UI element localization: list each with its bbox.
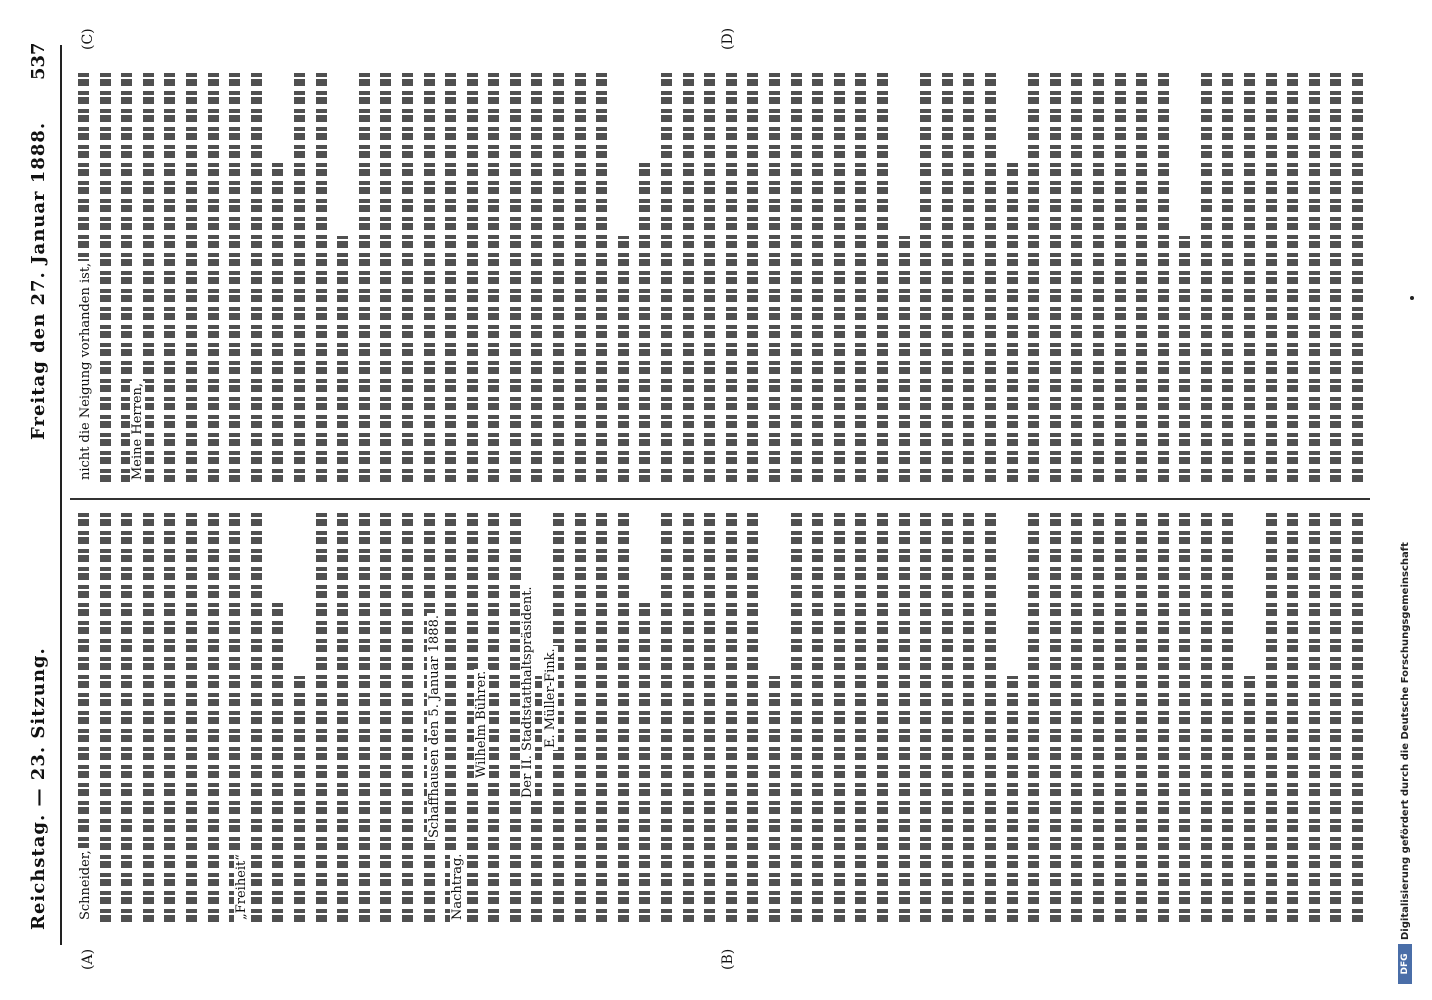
text-line: [380, 512, 391, 922]
text-line: [1309, 512, 1320, 922]
text-line: [985, 512, 996, 922]
dfg-logo: DFG: [1398, 944, 1412, 984]
text-line: [834, 72, 845, 482]
text-line: [467, 72, 478, 482]
text-line: [359, 512, 370, 922]
text-line: [855, 72, 866, 482]
text-line: [208, 72, 219, 482]
text-line: [877, 512, 888, 922]
text-line: [920, 72, 931, 482]
text-line: [1201, 72, 1212, 482]
text-line: [1007, 676, 1018, 922]
text-line: [769, 72, 780, 482]
text-line: [812, 512, 823, 922]
text-line: [337, 512, 348, 922]
text-line: [1050, 72, 1061, 482]
margin-marker-d: (D): [720, 27, 736, 50]
text-line: [1071, 512, 1082, 922]
text-line: [596, 72, 607, 482]
text-line: [683, 512, 694, 922]
text-line: [683, 72, 694, 482]
text-line: [121, 512, 132, 922]
left-fragment-2: „Freiheit“: [234, 854, 249, 920]
header-center: Freitag den 27. Januar 1888.: [28, 121, 49, 440]
text-line: [661, 72, 672, 482]
text-line: [1028, 512, 1039, 922]
text-column-right: [78, 72, 1368, 482]
text-line: [488, 72, 499, 482]
text-line: [1266, 72, 1277, 482]
page-number: 537: [28, 42, 49, 80]
left-fragment-3: Nachtrag.: [450, 853, 465, 920]
text-line: [1179, 512, 1190, 922]
text-line: [963, 72, 974, 482]
text-line: [1352, 72, 1363, 482]
page-header: [28, 0, 56, 1000]
text-line: [1007, 162, 1018, 482]
text-line: [1050, 512, 1061, 922]
text-line: [1136, 512, 1147, 922]
text-line: [316, 512, 327, 922]
text-line: [445, 72, 456, 482]
text-line: [942, 512, 953, 922]
text-line: [294, 72, 305, 482]
text-line: [920, 512, 931, 922]
text-line: [1158, 72, 1169, 482]
text-line: [1115, 512, 1126, 922]
text-line: [726, 512, 737, 922]
text-line: [186, 512, 197, 922]
text-line: [1093, 512, 1104, 922]
text-line: [402, 512, 413, 922]
text-line: [639, 602, 650, 922]
text-line: [618, 512, 629, 922]
margin-marker-c: (C): [80, 28, 96, 50]
left-fragment-4: Schaffhausen den 5. Januar 1888.: [427, 615, 442, 838]
text-line: [791, 72, 802, 482]
text-line: [186, 72, 197, 482]
text-line: [747, 512, 758, 922]
text-line: [424, 72, 435, 482]
text-line: [855, 512, 866, 922]
text-line: [1330, 72, 1341, 482]
text-line: [769, 676, 780, 922]
text-line: [747, 72, 758, 482]
text-line: [899, 236, 910, 482]
text-line: [208, 512, 219, 922]
text-line: [618, 236, 629, 482]
left-fragment-7: E. Müller-Fink.: [543, 648, 558, 748]
text-line: [272, 602, 283, 922]
text-line: [942, 72, 953, 482]
text-line: [164, 72, 175, 482]
text-line: [1309, 72, 1320, 482]
text-line: [704, 512, 715, 922]
text-line: [704, 72, 715, 482]
text-line: [380, 72, 391, 482]
text-line: [251, 72, 262, 482]
text-line: [531, 72, 542, 482]
text-line: [510, 72, 521, 482]
text-line: [834, 512, 845, 922]
text-line: [1352, 512, 1363, 922]
text-line: [661, 512, 672, 922]
text-column-left: [78, 512, 1368, 922]
text-line: [812, 72, 823, 482]
page-dot: [1410, 296, 1414, 300]
right-fragment-1: nicht die Neigung vorhanden ist,: [78, 262, 93, 480]
text-line: [100, 72, 111, 482]
text-line: [1287, 72, 1298, 482]
margin-marker-a: (A): [80, 948, 96, 970]
text-line: [1266, 512, 1277, 922]
text-line: [1179, 236, 1190, 482]
text-line: [402, 72, 413, 482]
left-fragment-5: Wilhelm Bührer.: [474, 670, 489, 778]
text-line: [143, 512, 154, 922]
left-fragment-1: Schneider,: [78, 850, 93, 920]
text-line: [726, 72, 737, 482]
text-line: [488, 512, 499, 922]
text-line: [791, 512, 802, 922]
right-fragment-2: Meine Herren,: [130, 382, 145, 480]
text-line: [596, 512, 607, 922]
text-line: [553, 72, 564, 482]
text-line: [575, 72, 586, 482]
text-line: [1244, 676, 1255, 922]
text-line: [251, 512, 262, 922]
text-line: [1071, 72, 1082, 482]
text-line: [877, 72, 888, 482]
text-line: [1093, 72, 1104, 482]
text-line: [1222, 512, 1233, 922]
text-line: [1222, 72, 1233, 482]
text-line: [272, 162, 283, 482]
column-divider: [70, 498, 1370, 500]
text-line: [1244, 72, 1255, 482]
text-line: [1287, 512, 1298, 922]
text-line: [1330, 512, 1341, 922]
header-rule: [60, 45, 62, 945]
text-line: [100, 512, 111, 922]
text-line: [1158, 512, 1169, 922]
text-line: [316, 72, 327, 482]
text-line: [1028, 72, 1039, 482]
margin-marker-b: (B): [720, 948, 736, 970]
text-line: [337, 236, 348, 482]
text-line: [1136, 72, 1147, 482]
left-fragment-6: Der II. Stadtstatthaltspräsident.: [520, 586, 535, 798]
text-line: [164, 512, 175, 922]
header-left: Reichstag. — 23. Sitzung.: [28, 647, 49, 930]
text-line: [229, 72, 240, 482]
text-line: [359, 72, 370, 482]
digitization-credit: Digitalisierung gefördert durch die Deutsche Forschungsgemeinschaft: [1400, 542, 1411, 940]
text-line: [575, 512, 586, 922]
text-line: [294, 676, 305, 922]
text-line: [639, 162, 650, 482]
text-line: [963, 512, 974, 922]
text-line: [1115, 72, 1126, 482]
text-line: [899, 512, 910, 922]
text-line: [1201, 512, 1212, 922]
text-line: [985, 72, 996, 482]
